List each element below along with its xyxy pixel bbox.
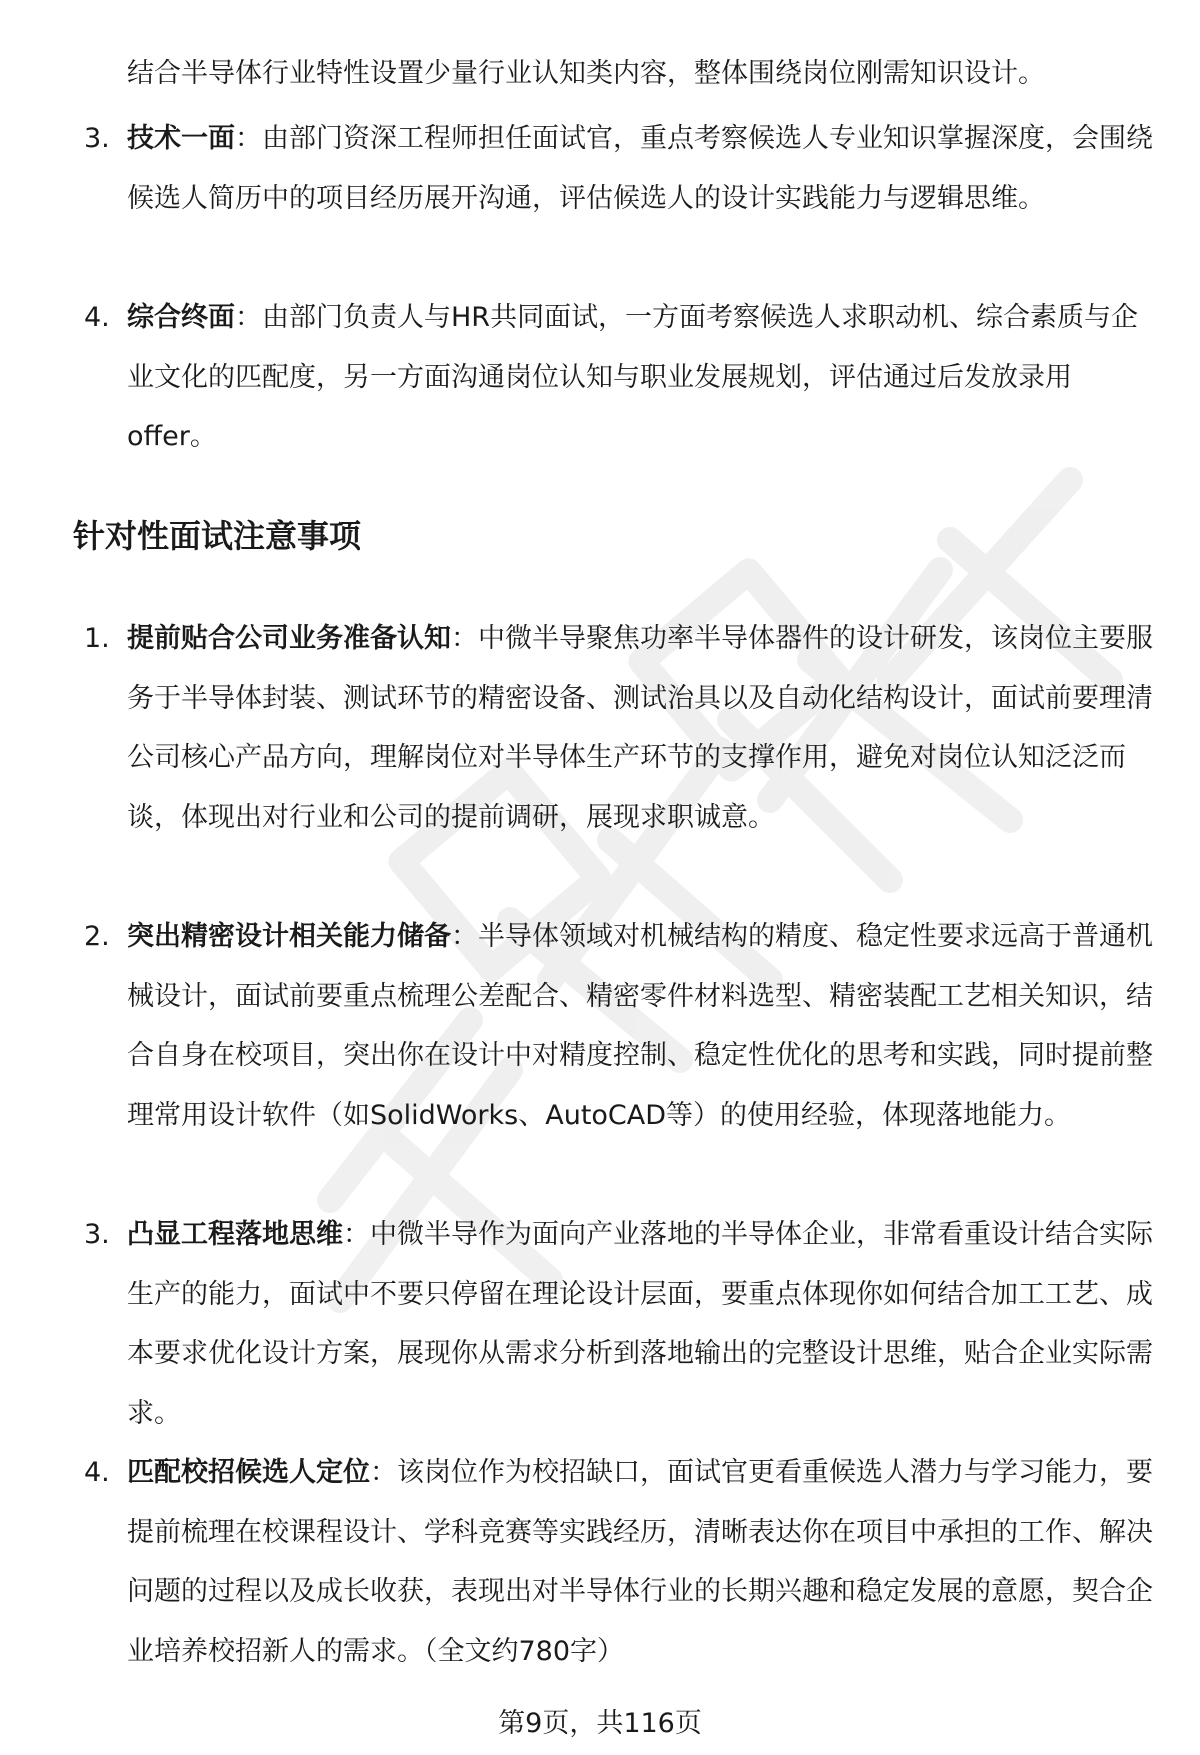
- list-item-body: [127, 109, 1157, 228]
- list-number: 2.: [84, 921, 110, 952]
- list-item-body: [127, 288, 1157, 467]
- item-text: ：由部门负责人与HR共同面试，一方面考察候选人求职动机、综合素质与企业文化的匹配度，另一方面沟通岗位认知与职业发展规划，评估通过后发放录用offer。: [127, 302, 1139, 452]
- item-text: ：该岗位作为校招缺口，面试官更看重候选人潜力与学习能力，要提前梳理在校课程设计、学科竞赛等实践经历，清晰表达你在项目中承担的工作、解决问题的过程以及成长收获，表现出对半导体行业的长期兴趣和稳定发展的意愿，契合企业培养校招新人的需求。（全文约780字）: [127, 1457, 1153, 1667]
- item-label: 提前贴合公司业务准备认知: [127, 623, 451, 654]
- list-number: 3.: [84, 1219, 110, 1250]
- item-label: 综合终面: [127, 302, 235, 333]
- list-item-body: [127, 907, 1157, 1145]
- item-label: 突出精密设计相关能力储备: [127, 921, 451, 952]
- list-number: 4.: [84, 302, 110, 333]
- list-number: 4.: [84, 1457, 110, 1488]
- list-number: 1.: [84, 623, 110, 654]
- item-label: 匹配校招候选人定位: [127, 1457, 370, 1488]
- item-text: ：中微半导作为面向产业落地的半导体企业，非常看重设计结合实际生产的能力，面试中不要只停留在理论设计层面，要重点体现你如何结合加工工艺、成本要求优化设计方案，展现你从需求分析到落地输出的完整设计思维，贴合企业实际需求。: [127, 1219, 1153, 1429]
- list-item-body: [127, 609, 1157, 847]
- item-text: ：半导体领域对机械结构的精度、稳定性要求远高于普通机械设计，面试前要重点梳理公差配合、精密零件材料选型、精密装配工艺相关知识，结合自身在校项目，突出你在设计中对精度控制、稳定性优化的思考和实践，同时提前整理常用设计软件（如SolidWorks、AutoCAD等）的使用经验，体现落地能力。: [127, 921, 1153, 1131]
- list-number: 3.: [84, 123, 110, 154]
- item-label: 技术一面: [127, 123, 235, 154]
- page-number: 第9页，共116页: [498, 1708, 702, 1739]
- section-heading: 针对性面试注意事项: [73, 517, 362, 555]
- list-item-body: [127, 1443, 1157, 1681]
- intro-paragraph-tail: 结合半导体行业特性设置少量行业认知类内容，整体围绕岗位刚需知识设计。: [127, 58, 1045, 89]
- item-text: ：由部门资深工程师担任面试官，重点考察候选人专业知识掌握深度，会围绕候选人简历中的项目经历展开沟通，评估候选人的设计实践能力与逻辑思维。: [127, 123, 1153, 214]
- item-label: 凸显工程落地思维: [127, 1219, 343, 1250]
- item-text: ：中微半导聚焦功率半导体器件的设计研发，该岗位主要服务于半导体封装、测试环节的精密设备、测试治具以及自动化结构设计，面试前要理清公司核心产品方向，理解岗位对半导体生产环节的支撑作用，避免对岗位认知泛泛而谈，体现出对行业和公司的提前调研，展现求职诚意。: [127, 623, 1153, 833]
- list-item-body: [127, 1205, 1157, 1443]
